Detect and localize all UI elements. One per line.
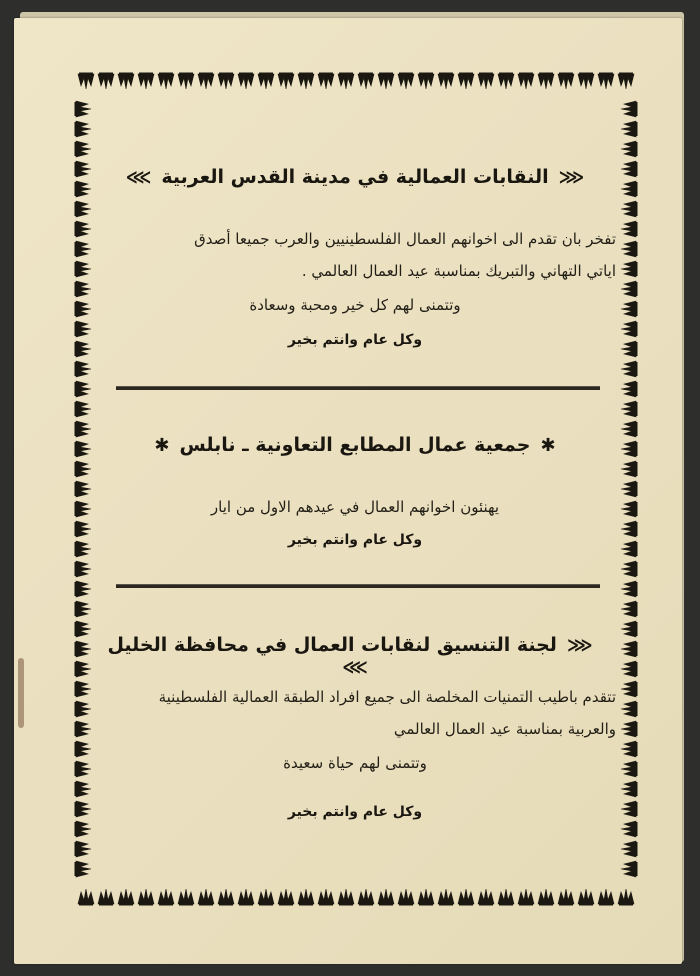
- border-motif: [78, 73, 94, 90]
- border-motif: [418, 889, 434, 906]
- star-ornament-icon: ✱: [154, 435, 170, 456]
- section-1-line-2: اياتي التهاني والتبريك بمناسبة عيد العمال العالمي .: [301, 262, 616, 280]
- border-motif: [578, 889, 594, 906]
- section-3-greeting: وكل عام وانتم بخير: [287, 804, 423, 820]
- border-motif: [398, 889, 414, 906]
- border-motif: [621, 201, 638, 217]
- border-motif: [75, 581, 92, 597]
- border-motif: [75, 321, 92, 337]
- border-motif: [75, 101, 92, 117]
- border-motif: [621, 141, 638, 157]
- border-motif: [621, 601, 638, 617]
- border-motif: [138, 73, 154, 90]
- border-motif: [621, 801, 638, 817]
- border-motif: [258, 73, 274, 90]
- border-motif: [75, 361, 92, 377]
- border-motif: [98, 889, 114, 906]
- border-motif: [621, 701, 638, 717]
- border-motif: [75, 641, 92, 657]
- section-2-greeting: وكل عام وانتم بخير: [287, 532, 423, 548]
- border-motif: [621, 541, 638, 557]
- border-motif: [621, 461, 638, 477]
- border-motif: [621, 321, 638, 337]
- border-motif: [338, 73, 354, 90]
- border-motif: [238, 889, 254, 906]
- border-motif: [558, 889, 574, 906]
- border-motif: [618, 73, 634, 90]
- border-motif: [518, 889, 534, 906]
- border-motif: [478, 889, 494, 906]
- section-3-line-1: تتقدم باطيب التمنيات المخلصة الى جميع افراد الطبقة العمالية الفلسطينية: [158, 688, 616, 706]
- border-motif: [378, 73, 394, 90]
- border-motif: [621, 661, 638, 677]
- border-motif: [538, 889, 554, 906]
- border-motif: [158, 889, 174, 906]
- border-motif: [75, 141, 92, 157]
- border-motif: [518, 73, 534, 90]
- border-motif: [75, 521, 92, 537]
- border-motif: [358, 889, 374, 906]
- border-motif: [538, 73, 554, 90]
- section-1-line-1: تفخر بان تقدم الى اخوانهم العمال الفلسطينيين والعرب جميعا أصدق: [194, 230, 616, 248]
- border-motif: [75, 701, 92, 717]
- border-motif: [75, 261, 92, 277]
- border-motif: [75, 301, 92, 317]
- border-motif: [198, 73, 214, 90]
- border-motif: [438, 73, 454, 90]
- border-motif: [75, 401, 92, 417]
- border-motif: [621, 281, 638, 297]
- border-motif: [621, 261, 638, 277]
- border-motif: [621, 741, 638, 757]
- border-motif: [621, 301, 638, 317]
- border-motif: [598, 73, 614, 90]
- border-motif: [258, 889, 274, 906]
- border-motif: [198, 889, 214, 906]
- border-motif: [75, 421, 92, 437]
- border-motif: [618, 889, 634, 906]
- section-2-line-1: يهنئون اخوانهم العمال في عيدهم الاول من ايار: [210, 498, 500, 516]
- border-motif: [75, 621, 92, 637]
- border-motif: [621, 241, 638, 257]
- border-motif: [621, 161, 638, 177]
- border-motif: [178, 73, 194, 90]
- border-motif: [218, 73, 234, 90]
- section-1-heading: [94, 166, 616, 188]
- flourish-ornament-icon: ⋘: [558, 167, 585, 188]
- border-motif: [621, 181, 638, 197]
- border-motif: [621, 341, 638, 357]
- border-motif: [75, 501, 92, 517]
- border-motif: [75, 601, 92, 617]
- border-motif: [418, 73, 434, 90]
- border-motif: [598, 889, 614, 906]
- section-3-heading: [94, 634, 616, 678]
- border-motif: [621, 841, 638, 857]
- border-motif: [238, 73, 254, 90]
- border-motif: [75, 781, 92, 797]
- border-motif: [621, 581, 638, 597]
- section-2-title: جمعية عمال المطابع التعاونية ـ نابلس: [179, 434, 531, 456]
- border-motif: [75, 381, 92, 397]
- border-motif: [621, 621, 638, 637]
- border-motif: [621, 381, 638, 397]
- border-motif: [621, 521, 638, 537]
- border-motif: [621, 761, 638, 777]
- border-motif: [621, 481, 638, 497]
- border-motif: [75, 161, 92, 177]
- border-motif: [75, 121, 92, 137]
- border-motif: [621, 821, 638, 837]
- border-motif: [358, 73, 374, 90]
- border-motif: [75, 461, 92, 477]
- border-motif: [298, 889, 314, 906]
- border-motif: [378, 889, 394, 906]
- border-motif: [75, 661, 92, 677]
- border-motif: [398, 73, 414, 90]
- divider-rule-1: [116, 386, 600, 390]
- border-motif: [621, 501, 638, 517]
- section-2-heading: [94, 434, 616, 456]
- border-motif: [75, 681, 92, 697]
- border-motif: [75, 241, 92, 257]
- border-motif: [75, 761, 92, 777]
- border-motif: [558, 73, 574, 90]
- border-motif: [75, 281, 92, 297]
- border-motif: [75, 861, 92, 877]
- section-3-title: لجنة التنسيق لنقابات العمال في محافظة الخليل: [107, 634, 557, 656]
- border-motif: [75, 541, 92, 557]
- border-motif: [318, 73, 334, 90]
- border-motif: [338, 889, 354, 906]
- border-motif: [218, 889, 234, 906]
- border-motif: [75, 801, 92, 817]
- border-motif: [458, 73, 474, 90]
- flourish-ornament-icon: ⋙: [342, 657, 368, 678]
- section-1-greeting: وكل عام وانتم بخير: [287, 332, 423, 348]
- border-motif: [621, 781, 638, 797]
- border-motif: [498, 889, 514, 906]
- border-motif: [478, 73, 494, 90]
- border-motif: [75, 181, 92, 197]
- border-motif: [318, 889, 334, 906]
- border-motif: [621, 641, 638, 657]
- border-motif: [278, 889, 294, 906]
- border-motif: [138, 889, 154, 906]
- border-motif: [621, 721, 638, 737]
- content-area: [94, 94, 616, 884]
- border-motif: [621, 561, 638, 577]
- flourish-ornament-icon: ⋘: [566, 635, 593, 656]
- border-motif: [118, 889, 134, 906]
- border-motif: [438, 889, 454, 906]
- border-motif: [621, 681, 638, 697]
- border-motif: [621, 121, 638, 137]
- border-motif: [178, 889, 194, 906]
- border-motif: [75, 841, 92, 857]
- border-motif: [158, 73, 174, 90]
- border-motif: [621, 421, 638, 437]
- border-motif: [621, 401, 638, 417]
- border-motif: [75, 721, 92, 737]
- border-motif: [75, 741, 92, 757]
- section-3-line-3: وتتمنى لهم حياة سعيدة: [283, 754, 427, 772]
- section-1-title: النقابات العمالية في مدينة القدس العربية: [161, 166, 549, 188]
- paper-stain: [18, 658, 24, 728]
- border-motif: [621, 221, 638, 237]
- border-motif: [75, 221, 92, 237]
- border-motif: [75, 341, 92, 357]
- section-3-line-2: والعربية بمناسبة عيد العمال العالمي: [393, 720, 616, 738]
- border-motif: [621, 101, 638, 117]
- border-motif: [278, 73, 294, 90]
- border-motif: [75, 821, 92, 837]
- divider-rule-2: [116, 584, 600, 588]
- border-motif: [75, 441, 92, 457]
- border-motif: [75, 481, 92, 497]
- border-motif: [621, 361, 638, 377]
- border-motif: [98, 73, 114, 90]
- star-ornament-icon: ✱: [540, 435, 556, 456]
- border-motif: [78, 889, 94, 906]
- border-motif: [621, 441, 638, 457]
- border-motif: [75, 561, 92, 577]
- border-motif: [621, 861, 638, 877]
- section-1-line-3: وتتمنى لهم كل خير ومحبة وسعادة: [249, 296, 461, 314]
- border-motif: [75, 201, 92, 217]
- border-motif: [118, 73, 134, 90]
- border-motif: [458, 889, 474, 906]
- flourish-ornament-icon: ⋙: [125, 167, 152, 188]
- border-motif: [298, 73, 314, 90]
- border-motif: [578, 73, 594, 90]
- border-motif: [498, 73, 514, 90]
